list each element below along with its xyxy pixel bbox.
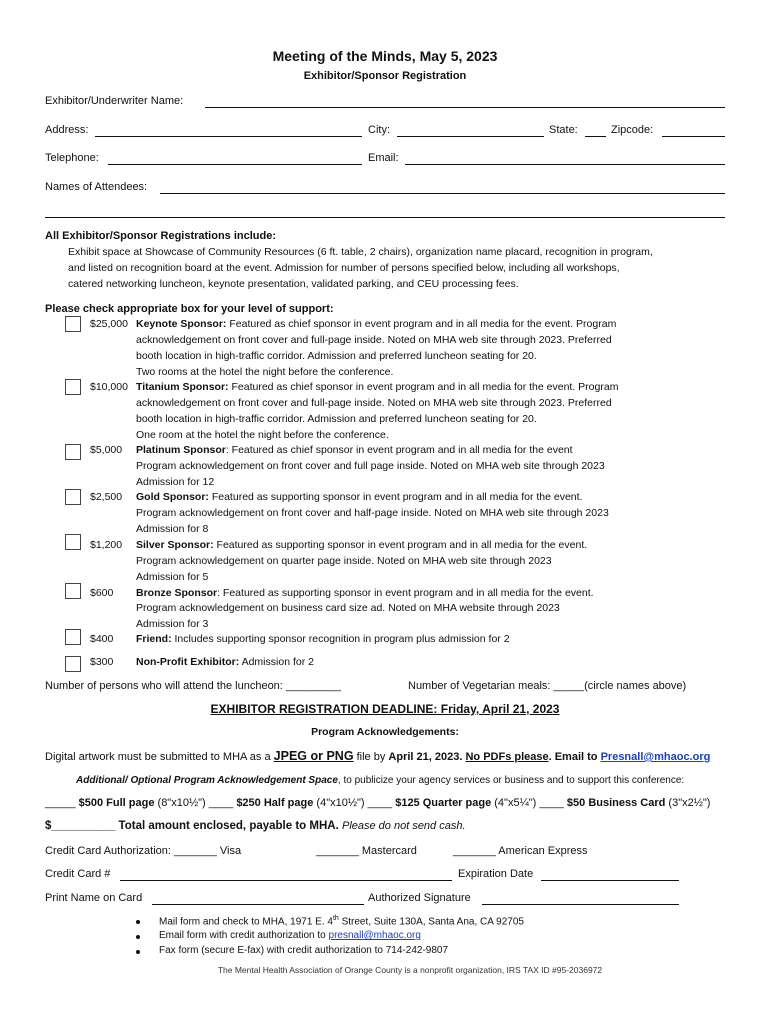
zipcode-field[interactable] (662, 136, 725, 137)
tier-row (136, 587, 594, 599)
tier-name: Friend: (136, 633, 172, 645)
address-label: Address: (45, 124, 89, 136)
tier-amount: $2,500 (90, 491, 123, 503)
tier-row (136, 318, 616, 330)
includes-line: catered networking luncheon, keynote presentation, validated parking, and CEU processing fees. (68, 278, 519, 290)
tier-row (136, 656, 314, 668)
platinum-checkbox[interactable] (65, 444, 81, 460)
email-field[interactable] (405, 164, 725, 165)
signature-label: Authorized Signature (368, 892, 471, 904)
total-amount[interactable] (45, 820, 466, 832)
print-name-label: Print Name on Card (45, 892, 143, 904)
tier-detail: One room at the hotel the night before the conference. (136, 429, 389, 441)
tier-amount: $400 (90, 633, 114, 645)
total-note: Please do not send cash. (341, 820, 466, 832)
tier-description: Featured as chief sponsor in event program and in all media for the event. Program (229, 318, 617, 330)
telephone-field[interactable] (108, 164, 362, 165)
tier-row (136, 539, 587, 551)
bronze-checkbox[interactable] (65, 583, 81, 599)
tier-description: Featured as chief sponsor in event program and in all media for the event. Program (231, 381, 619, 393)
footer-note: The Mental Health Association of Orange County is a nonprofit organization, IRS TAX ID #95-2036972 (217, 965, 603, 975)
fax-instructions: Fax form (secure E-fax) with credit authorization to 714-242-9807 (159, 945, 449, 956)
page-subtitle: Exhibitor/Sponsor Registration (303, 70, 467, 82)
vegetarian-meals[interactable]: Number of Vegetarian meals: _____(circle names above) (408, 680, 687, 692)
tier-name: Bronze Sponsor (136, 587, 218, 599)
attendees-label: Names of Attendees: (45, 181, 148, 193)
tier-detail: Admission for 3 (136, 618, 209, 630)
tier-name: Titanium Sponsor: (136, 381, 229, 393)
address-field[interactable] (95, 136, 362, 137)
cc-auth-visa[interactable]: Credit Card Authorization: _______ Visa (45, 845, 242, 857)
tier-description: Featured as supporting sponsor in event program and in all media for the event. (216, 539, 588, 551)
tier-detail: Two rooms at the hotel the night before the conference. (136, 366, 394, 378)
tier-detail: Admission for 12 (136, 476, 215, 488)
city-field[interactable] (397, 136, 544, 137)
cc-auth-mastercard[interactable]: _______ Mastercard (316, 845, 417, 857)
tier-description: : Featured as supporting sponsor in event program and in all media for the event. (217, 587, 594, 599)
tier-name: Keynote Sponsor: (136, 318, 227, 330)
artwork-prefix: Digital artwork must be submitted to MHA as a (45, 751, 274, 763)
keynote-checkbox[interactable] (65, 316, 81, 332)
gold-checkbox[interactable] (65, 489, 81, 505)
expiration-field[interactable] (541, 880, 679, 881)
total-label: $__________ Total amount enclosed, payable to MHA. (45, 820, 339, 832)
tier-row (136, 633, 510, 645)
ad-option-business-card[interactable]: ____ $50 Business Card (3"x2½") (539, 797, 711, 809)
titanium-checkbox[interactable] (65, 379, 81, 395)
tier-detail: booth location in high-traffic corridor. Admission and preferred luncheon seating for 20. (136, 350, 537, 362)
tier-detail: acknowledgement on front cover and full-page inside. Noted on MHA web site through 2023. Preferred (136, 397, 612, 409)
tier-row (136, 491, 582, 503)
tier-amount: $10,000 (90, 381, 128, 393)
email-label: Email: (368, 152, 399, 164)
luncheon-persons[interactable]: Number of persons who will attend the luncheon: _________ (45, 680, 341, 692)
cc-number-field[interactable] (120, 880, 452, 881)
tier-detail: acknowledgement on front cover and full-page inside. Noted on MHA web site through 2023. Preferred (136, 334, 612, 346)
tier-row (136, 444, 573, 456)
ad-option-full[interactable]: _____ $500 Full page (8"x10½") (45, 797, 206, 809)
cc-number-label: Credit Card # (45, 868, 111, 880)
tier-amount: $600 (90, 587, 114, 599)
artwork-no-pdf: No PDFs please (465, 751, 549, 763)
bullet-icon (136, 935, 140, 939)
tier-name: Non-Profit Exhibitor: (136, 656, 240, 668)
program-heading: Program Acknowledgements: (311, 726, 459, 738)
ad-option-half[interactable]: ____ $250 Half page (4"x10½") (208, 797, 365, 809)
tier-amount: $1,200 (90, 539, 123, 551)
ad-options (45, 797, 710, 809)
nonprofit-checkbox[interactable] (65, 656, 81, 672)
silver-checkbox[interactable] (65, 534, 81, 550)
artwork-date: April 21, 2023. (388, 751, 463, 763)
tier-name: Silver Sponsor: (136, 539, 214, 551)
tier-amount: $300 (90, 656, 114, 668)
artwork-mid: file by (353, 751, 389, 763)
attendees-field[interactable] (160, 193, 725, 194)
tier-detail: Program acknowledgement on front cover and half-page inside. Noted on MHA web site through 2023 (136, 507, 609, 519)
expiration-label: Expiration Date (458, 868, 534, 880)
tier-description: : Featured as chief sponsor in event program and in all media for the event (225, 444, 573, 456)
state-label: State: (549, 124, 578, 136)
optional-ack-text (76, 775, 684, 786)
tier-detail: booth location in high-traffic corridor. Admission and preferred luncheon seating for 20. (136, 413, 537, 425)
support-heading: Please check appropriate box for your level of support: (45, 303, 334, 315)
tier-amount: $5,000 (90, 444, 123, 456)
zipcode-label: Zipcode: (611, 124, 654, 136)
tier-name: Platinum Sponsor (136, 444, 226, 456)
cc-auth-amex[interactable]: _______ American Express (453, 845, 588, 857)
includes-line: Exhibit space at Showcase of Community Resources (6 ft. table, 2 chairs), organization name placard, recognition in program, (68, 246, 653, 258)
deadline-banner: EXHIBITOR REGISTRATION DEADLINE: Friday, April 21, 2023 (210, 702, 560, 716)
email-instructions: Email form with credit authorization to presnall@mhaoc.org (159, 930, 421, 941)
state-field[interactable] (585, 136, 606, 137)
tier-detail: Program acknowledgement on quarter page inside. Noted on MHA web site through 2023 (136, 555, 552, 567)
bullet-icon (136, 920, 140, 924)
tier-row (136, 381, 618, 393)
tier-name: Gold Sponsor: (136, 491, 209, 503)
ad-option-quarter[interactable]: ____ $125 Quarter page (4"x5¼") (367, 797, 537, 809)
includes-line: and listed on recognition board at the event. Admission for number of persons specified below, including all workshops, (68, 262, 620, 274)
tier-description: Featured as supporting sponsor in event program and in all media for the event. (211, 491, 583, 503)
bullet-icon (136, 950, 140, 954)
signature-field[interactable] (482, 904, 679, 905)
tier-amount: $25,000 (90, 318, 128, 330)
friend-checkbox[interactable] (65, 629, 81, 645)
tier-detail: Program acknowledgement on front cover and full page inside. Noted on MHA web site through 2023 (136, 460, 605, 472)
exhibitor-name-field[interactable] (205, 107, 725, 108)
artwork-email-link[interactable]: Presnall@mhaoc.org (600, 751, 711, 763)
attendees-field-line-2[interactable] (45, 217, 725, 218)
tier-detail: Program acknowledgement on business card size ad. Noted on MHA website through 2023 (136, 602, 560, 614)
artwork-instructions (45, 749, 710, 763)
optional-ack-bold: Additional/ Optional Program Acknowledgement Space (76, 775, 338, 786)
print-name-field[interactable] (152, 904, 364, 905)
email-instructions-link[interactable]: presnall@mhaoc.org (328, 930, 421, 941)
optional-ack-rest: , to publicize your agency services or business and to support this conference: (337, 775, 685, 786)
page-title: Meeting of the Minds, May 5, 2023 (272, 48, 498, 64)
includes-heading: All Exhibitor/Sponsor Registrations include: (45, 230, 277, 242)
tier-detail: Admission for 5 (136, 571, 209, 583)
tier-description: Includes supporting sponsor recognition in program plus admission for 2 (174, 633, 510, 645)
city-label: City: (368, 124, 390, 136)
exhibitor-name-label: Exhibitor/Underwriter Name: (45, 95, 184, 107)
mail-instructions: Mail form and check to MHA, 1971 E. 4th Street, Suite 130A, Santa Ana, CA 92705 (159, 915, 524, 928)
tier-detail: Admission for 8 (136, 523, 209, 535)
artwork-format: JPEG or PNG (273, 749, 354, 763)
artwork-email-label: . Email to (548, 751, 601, 763)
tier-description: Admission for 2 (241, 656, 314, 668)
telephone-label: Telephone: (45, 152, 99, 164)
